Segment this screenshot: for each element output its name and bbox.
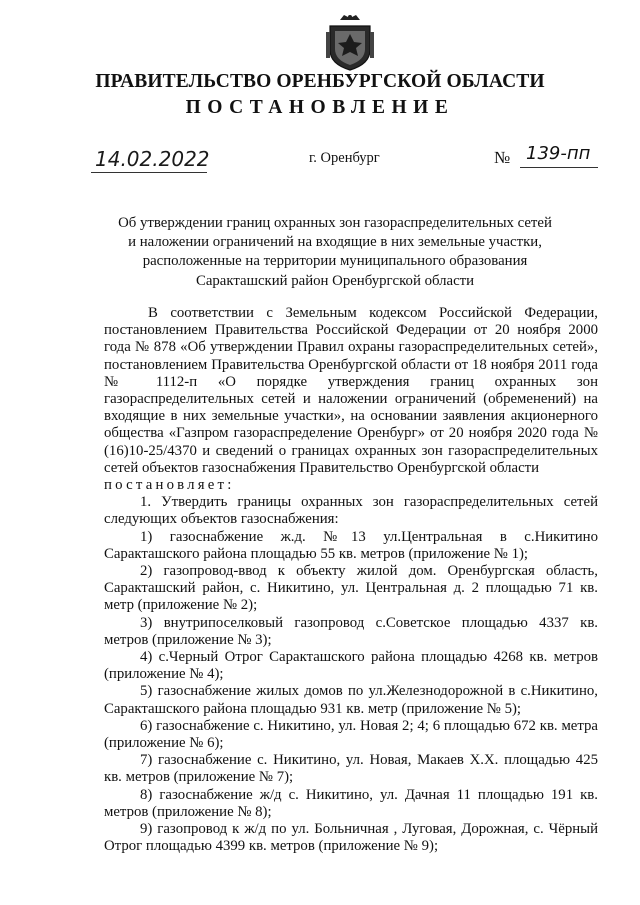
list-item: 5) газоснабжение жилых домов по ул.Железнодорожной в с.Никитино, Саракташского района площадью 931 кв. метр (приложение № 5); — [104, 683, 598, 717]
list-item: 1. Утвердить границы охранных зон газораспределительных сетей следующих объектов газоснабжения: — [104, 494, 598, 528]
coat-of-arms-icon — [324, 14, 376, 72]
document-city: г. Оренбург — [309, 150, 380, 166]
title-line: Об утверждении границ охранных зон газораспределительных сетей — [118, 215, 552, 231]
list-item: 9) газопровод к ж/д по ул. Больничная , Луговая, Дорожная, с. Чёрный Отрог площадью 4399 кв. метров (приложение № 9); — [104, 821, 598, 855]
decree-word: постановляет: — [104, 477, 235, 494]
list-item: 3) внутрипоселковый газопровод с.Советское площадью 4337 кв. метров (приложение № 3); — [104, 614, 598, 648]
organization-name: ПРАВИТЕЛЬСТВО ОРЕНБУРГСКОЙ ОБЛАСТИ — [95, 71, 545, 92]
document-body — [104, 305, 598, 856]
list-item: 1) газоснабжение ж.д. №13 ул.Центральная в с.Никитино Саракташского района площадью 55 кв. метров (приложение № 1); — [104, 528, 598, 562]
list-item: 8) газоснабжение ж/д с. Никитино, ул. Дачная 11 площадью 191 кв. метров (приложение № 8); — [104, 786, 598, 820]
title-line: и наложении ограничений на входящие в них земельные участки, — [128, 234, 542, 251]
document-date: 14.02.2022 — [91, 146, 207, 173]
list-item: 4) с.Черный Отрог Саракташского района площадью 4268 кв. метров (приложение № 4); — [104, 649, 598, 683]
title-line: расположенные на территории муниципального образования — [142, 253, 528, 270]
list-item: 2) газопровод-ввод к объекту жилой дом. Оренбургская область, Саракташский район, с. Никитино, ул. Центральная д. 2 площадью 71 кв. метр (приложение № 2); — [104, 563, 598, 614]
preamble-paragraph: В соответствии с Земельным кодексом Российской Федерации, постановлением Правительства Российской Федерации от 20 ноября 2000 года № 878 «Об утверждении Правил охраны газораспределительных сетей», постановлением Правительства Оренбургской области от 18 ноября 2011 года № 1112-п «О порядке утверждения границ охранных зон газораспределительных сетей и наложении ограничений (обременений) на входящие в них земельные участки», на основании заявления акционерного общества «Газпром газораспределение Оренбург» от 20 ноября 2020 года № (16)10-25/4370 и сведений о границах охранных зон газораспределительных сетей объектов газоснабжения Правительство Оренбургской области — [104, 305, 598, 476]
title-line: Саракташский район Оренбургской области — [195, 272, 475, 289]
document-type: ПОСТАНОВЛЕНИЕ — [185, 97, 455, 118]
document-title — [100, 214, 570, 291]
list-item: 7) газоснабжение с. Никитино, ул. Новая, Макаев Х.Х. площадью 425 кв. метров (приложение № 7); — [104, 752, 598, 786]
document-number: 139-пп — [520, 141, 598, 168]
list-item: 6) газоснабжение с. Никитино, ул. Новая 2; 4; 6 площадью 672 кв. метра (приложение № 6); — [104, 717, 598, 752]
document-number-label: № — [494, 148, 511, 167]
